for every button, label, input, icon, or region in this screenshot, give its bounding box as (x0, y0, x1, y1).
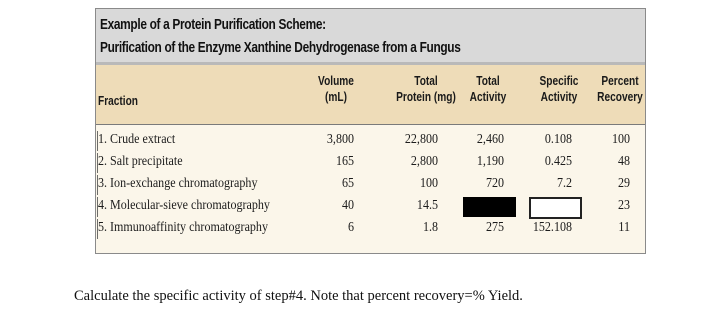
table-row (96, 130, 645, 152)
cell-fraction: 1. Crude extract (98, 132, 176, 147)
cell-total-protein: 22,800 (404, 132, 438, 147)
cell-specific-activity: 0.108 (544, 132, 572, 147)
redacted-total-activity-box (463, 197, 516, 217)
header-total-activity (465, 73, 512, 105)
table-title-line-2: Purification of the Enzyme Xanthine Dehydrogenase from a Fungus (100, 40, 461, 56)
cell-fraction: 3. Ion-exchange chromatography (98, 176, 258, 191)
cell-percent-recovery: 100 (611, 132, 630, 147)
header-total-activity-line2: Activity (469, 89, 507, 104)
header-total-activity-line1: Total (476, 73, 500, 88)
cell-volume: 165 (335, 154, 354, 169)
header-total-protein-line1: Total (414, 73, 438, 88)
table-row (96, 152, 645, 174)
table-row (96, 174, 645, 196)
cell-percent-recovery: 11 (618, 220, 630, 235)
table-row (96, 218, 645, 240)
cell-total-protein: 14.5 (416, 198, 438, 213)
header-percent-recovery-line1: Percent (601, 73, 639, 88)
cell-percent-recovery: 29 (617, 176, 630, 191)
table-row (96, 196, 645, 218)
header-specific-activity-line1: Specific (539, 73, 579, 88)
question-text: Calculate the specific activity of step#4. Note that percent recovery=% Yield. (74, 288, 523, 304)
cell-specific-activity: 152.108 (532, 220, 572, 235)
cell-total-protein: 1.8 (422, 220, 438, 235)
cell-total-activity: 275 (485, 220, 504, 235)
cell-total-protein: 100 (419, 176, 438, 191)
cell-total-protein: 2,800 (410, 154, 438, 169)
header-total-protein (387, 73, 465, 105)
cell-percent-recovery: 23 (617, 198, 630, 213)
column-header-row (96, 65, 645, 125)
cell-total-activity: 720 (485, 176, 504, 191)
purification-table-figure (95, 8, 646, 254)
cell-volume: 40 (341, 198, 354, 213)
title-band (96, 9, 645, 65)
cell-specific-activity: 0.425 (544, 154, 572, 169)
cell-specific-activity: 7.2 (556, 176, 572, 191)
header-volume-line1: Volume (318, 73, 354, 88)
cell-volume: 6 (347, 220, 354, 235)
header-specific-activity (535, 73, 583, 105)
table-title-line-1: Example of a Protein Purification Scheme: (100, 17, 326, 33)
cell-fraction: 4. Molecular-sieve chromatography (98, 198, 270, 213)
cell-fraction: 5. Immunoaffinity chromatography (98, 220, 268, 235)
cell-total-activity: 1,190 (476, 154, 504, 169)
header-percent-recovery (593, 73, 646, 105)
cell-volume: 65 (341, 176, 354, 191)
cell-percent-recovery: 48 (617, 154, 630, 169)
header-volume (313, 73, 360, 105)
blank-specific-activity-box (529, 197, 582, 219)
header-total-protein-line2: Protein (mg) (396, 89, 456, 104)
header-percent-recovery-line2: Recovery (597, 89, 643, 104)
cell-total-activity: 2,460 (476, 132, 504, 147)
header-volume-line2: (mL) (325, 89, 347, 104)
header-fraction: Fraction (98, 93, 139, 108)
header-specific-activity-line2: Activity (540, 89, 578, 104)
cell-volume: 3,800 (326, 132, 354, 147)
cell-fraction: 2. Salt precipitate (98, 154, 183, 169)
